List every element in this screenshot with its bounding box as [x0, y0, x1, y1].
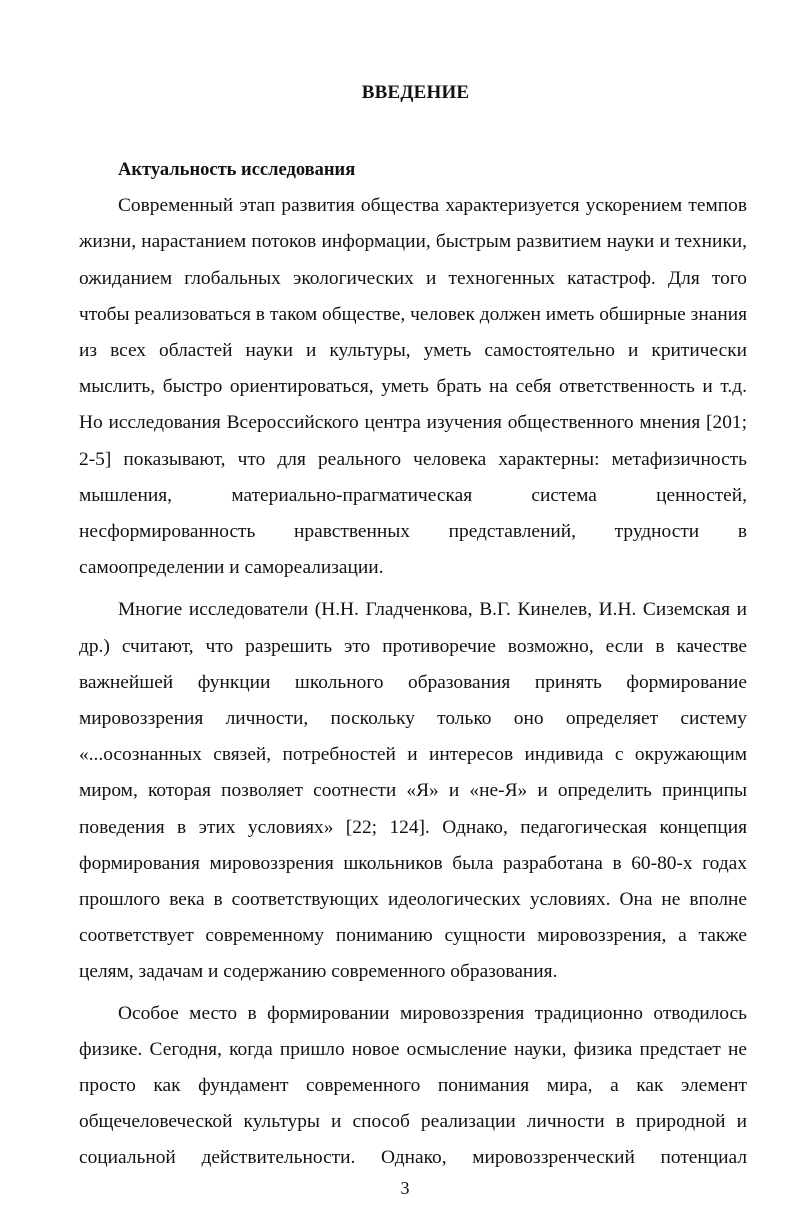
- paragraph-1: Современный этап развития общества характеризуется ускорением темпов жизни, нарастанием потоков информации, быстрым развитием науки и техники, ожиданием глобальных экологических и техногенных катастроф. Для того чтобы реализоваться в таком обществе, человек должен иметь обширные знания из всех областей науки и культуры, уметь самостоятельно и критически мыслить, быстро ориентироваться, уметь брать на себя ответственность и т.д. Но исследования Всероссийского центра изучения общественного мнения [201; 2-5] показывают, что для реального человека характерны: метафизичность мышления, материально-прагматическая система ценностей, несформированность нравственных представлений, трудности в самоопределении и самореализации.: [79, 195, 747, 579]
- page-body: [79, 152, 747, 1177]
- chapter-title: ВВЕДЕНИЕ: [361, 82, 470, 103]
- section-heading: Актуальность исследования: [118, 160, 356, 180]
- paragraph-2: Многие исследователи (Н.Н. Гладченкова, В.Г. Кинелев, И.Н. Сиземская и др.) считают, что разрешить это противоречие возможно, если в качестве важнейшей функции школьного образования принять формирование мировоззрения личности, поскольку только оно определяет систему «...осознанных связей, потребностей и интересов индивида с окружающим миром, которая позволяет соотнести «Я» и «не-Я» и определить принципы поведения в этих условиях» [22; 124]. Однако, педагогическая концепция формирования мировоззрения школьников была разработана в 60-80-х годах прошлого века в соответствующих идеологических условиях. Она не вполне соответствует современному пониманию сущности мировоззрения, а также целям, задачам и содержанию современного образования.: [79, 599, 747, 983]
- page-number: 3: [400, 1178, 410, 1198]
- paragraph-3: Особое место в формировании мировоззрения традиционно отводилось физике. Сегодня, когда пришло новое осмысление науки, физика предстает не просто как фундамент современного понимания мира, а как элемент общечеловеческой культуры и способ реализации личности в природной и социальной действительности. Однако, мировоззренческий потенциал: [79, 1002, 747, 1169]
